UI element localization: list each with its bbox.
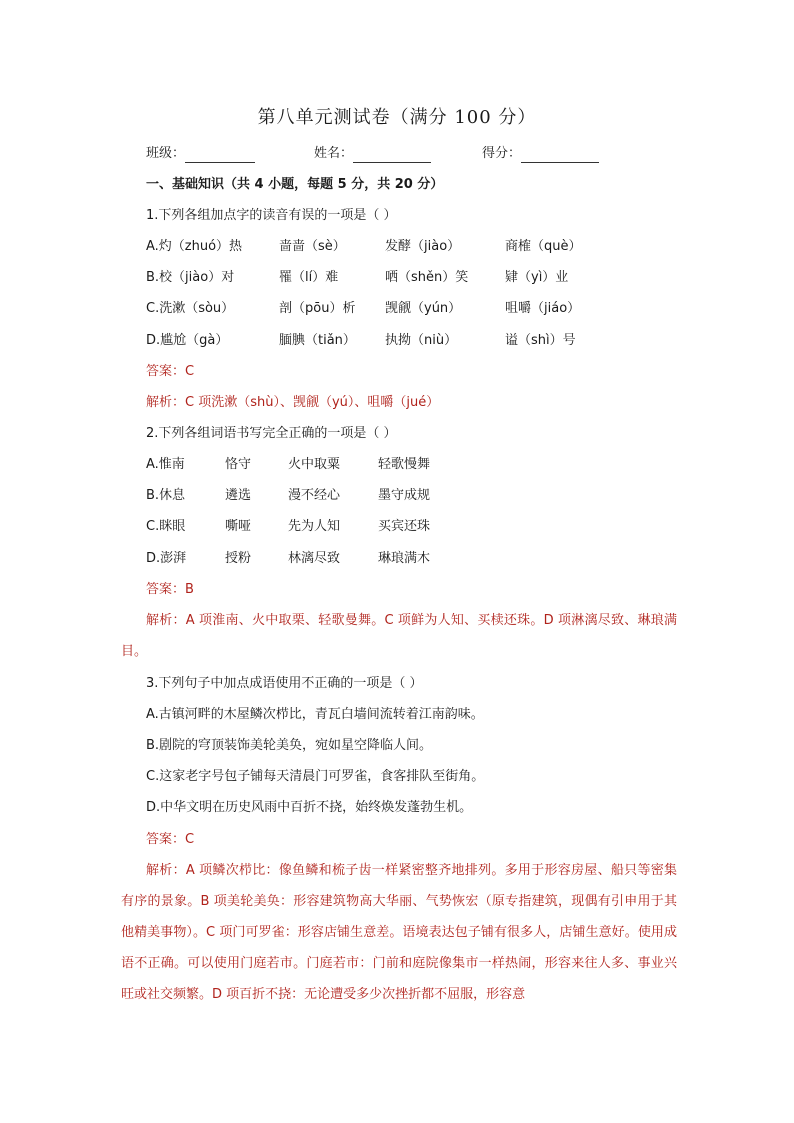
q2-option-c-item-3: 先为人知	[288, 519, 341, 534]
class-blank	[185, 148, 255, 163]
name-field	[314, 145, 431, 163]
q1-option-d-item-4: 谥（shì）号	[505, 333, 576, 348]
q2-option-d-item-3: 林漓尽致	[288, 551, 341, 566]
q2-option-b-item-3: 漫不经心	[288, 488, 341, 503]
q2-option-d-item-2: 授粉	[225, 551, 252, 566]
question-3-option-c: C.这家老字号包子铺每天清晨门可罗雀，食客排队至街角。	[146, 769, 485, 784]
q1-option-b-item-4: 肄（yì）业	[505, 270, 569, 285]
score-label: 得分：	[482, 146, 522, 161]
q2-option-c-item-4: 买宾还珠	[378, 519, 431, 534]
question-1-answer: 答案：C	[146, 364, 195, 379]
q1-option-d-item-1: D.尴尬（gà）	[146, 333, 229, 348]
score-blank	[521, 148, 599, 163]
score-field	[482, 145, 599, 163]
question-2-analysis: 解析：A 项淮南、火中取栗、轻歌曼舞。C 项鲜为人知、买椟还珠。D 项淋漓尽致、琳琅满目。	[121, 613, 677, 659]
q1-option-b-item-3: 哂（shěn）笑	[385, 270, 469, 285]
name-label: 姓名：	[314, 146, 354, 161]
q1-option-d-item-3: 执拗（niù）	[385, 333, 458, 348]
question-2-stem: 2.下列各组词语书写完全正确的一项是（ ）	[146, 426, 397, 441]
question-2-answer: 答案：B	[146, 582, 194, 597]
question-3-option-b: B.剧院的穹顶装饰美轮美奂，宛如星空降临人间。	[146, 738, 433, 753]
q2-option-a-item-4: 轻歌慢舞	[378, 457, 431, 472]
q1-option-a-item-2: 啬啬（sè）	[279, 239, 346, 254]
q2-option-a-item-3: 火中取粟	[288, 457, 341, 472]
q1-option-c-item-4: 咀嚼（jiáo）	[505, 301, 581, 316]
name-blank	[353, 148, 431, 163]
question-3-option-a: A.古镇河畔的木屋鳞次栉比，青瓦白墙间流转着江南韵味。	[146, 707, 484, 722]
q1-option-b-item-2: 罹（lí）难	[279, 270, 339, 285]
q1-option-a-item-3: 发酵（jiào）	[385, 239, 461, 254]
q1-option-c-item-3: 觊觎（yún）	[385, 301, 462, 316]
class-label: 班级：	[146, 146, 186, 161]
question-1-stem: 1.下列各组加点字的读音有误的一项是（ ）	[146, 208, 397, 223]
q1-option-c-item-1: C.洗漱（sòu）	[146, 301, 235, 316]
q2-option-a-item-1: A.惟南	[146, 457, 185, 472]
question-3-answer: 答案：C	[146, 832, 195, 847]
question-1-analysis: 解析：C 项洗漱（shù）、觊觎（yú）、咀嚼（jué）	[146, 395, 440, 410]
question-3-stem: 3.下列句子中加点成语使用不正确的一项是（ ）	[146, 676, 423, 691]
q1-option-a-item-4: 商榷（què）	[505, 239, 582, 254]
q2-option-c-item-1: C.眯眼	[146, 519, 186, 534]
q2-option-c-item-2: 嘶哑	[225, 519, 252, 534]
q2-option-d-item-4: 琳琅满木	[378, 551, 431, 566]
q2-option-d-item-1: D.澎湃	[146, 551, 187, 566]
q2-option-b-item-2: 遴选	[225, 488, 252, 503]
section-heading: 一、基础知识（共 4 小题，每题 5 分，共 20 分）	[146, 177, 444, 192]
header-row	[146, 145, 255, 163]
q1-option-d-item-2: 腼腆（tiǎn）	[279, 333, 356, 348]
q1-option-c-item-2: 剖（pōu）析	[279, 301, 356, 316]
page-title: 第八单元测试卷（满分 100 分）	[257, 107, 537, 128]
q1-option-a-item-1: A.灼（zhuó）热	[146, 239, 243, 254]
question-3-option-d: D.中华文明在历史风雨中百折不挠，始终焕发蓬勃生机。	[146, 800, 473, 815]
q1-option-b-item-1: B.校（jiào）对	[146, 270, 235, 285]
q2-option-b-item-4: 墨守成规	[378, 488, 431, 503]
q2-option-b-item-1: B.休息	[146, 488, 186, 503]
question-3-analysis: 解析：A 项鳞次栉比：像鱼鳞和梳子齿一样紧密整齐地排列。多用于形容房屋、船只等密集有序的景象。B 项美轮美奂：形容建筑物高大华丽、气势恢宏（原专指建筑，现偶有引申用于其他精美事物）。C 项门可罗雀：形容店铺生意差。语境表达包子铺有很多人，店铺生意好。使用成语不正确。可以使用门庭若市。门庭若市：门前和庭院像集市一样热闹，形容来往人多、事业兴旺或社交频繁。D 项百折不挠：无论遭受多少次挫折都不屈服，形容意	[121, 863, 677, 1002]
q2-option-a-item-2: 恪守	[225, 457, 252, 472]
